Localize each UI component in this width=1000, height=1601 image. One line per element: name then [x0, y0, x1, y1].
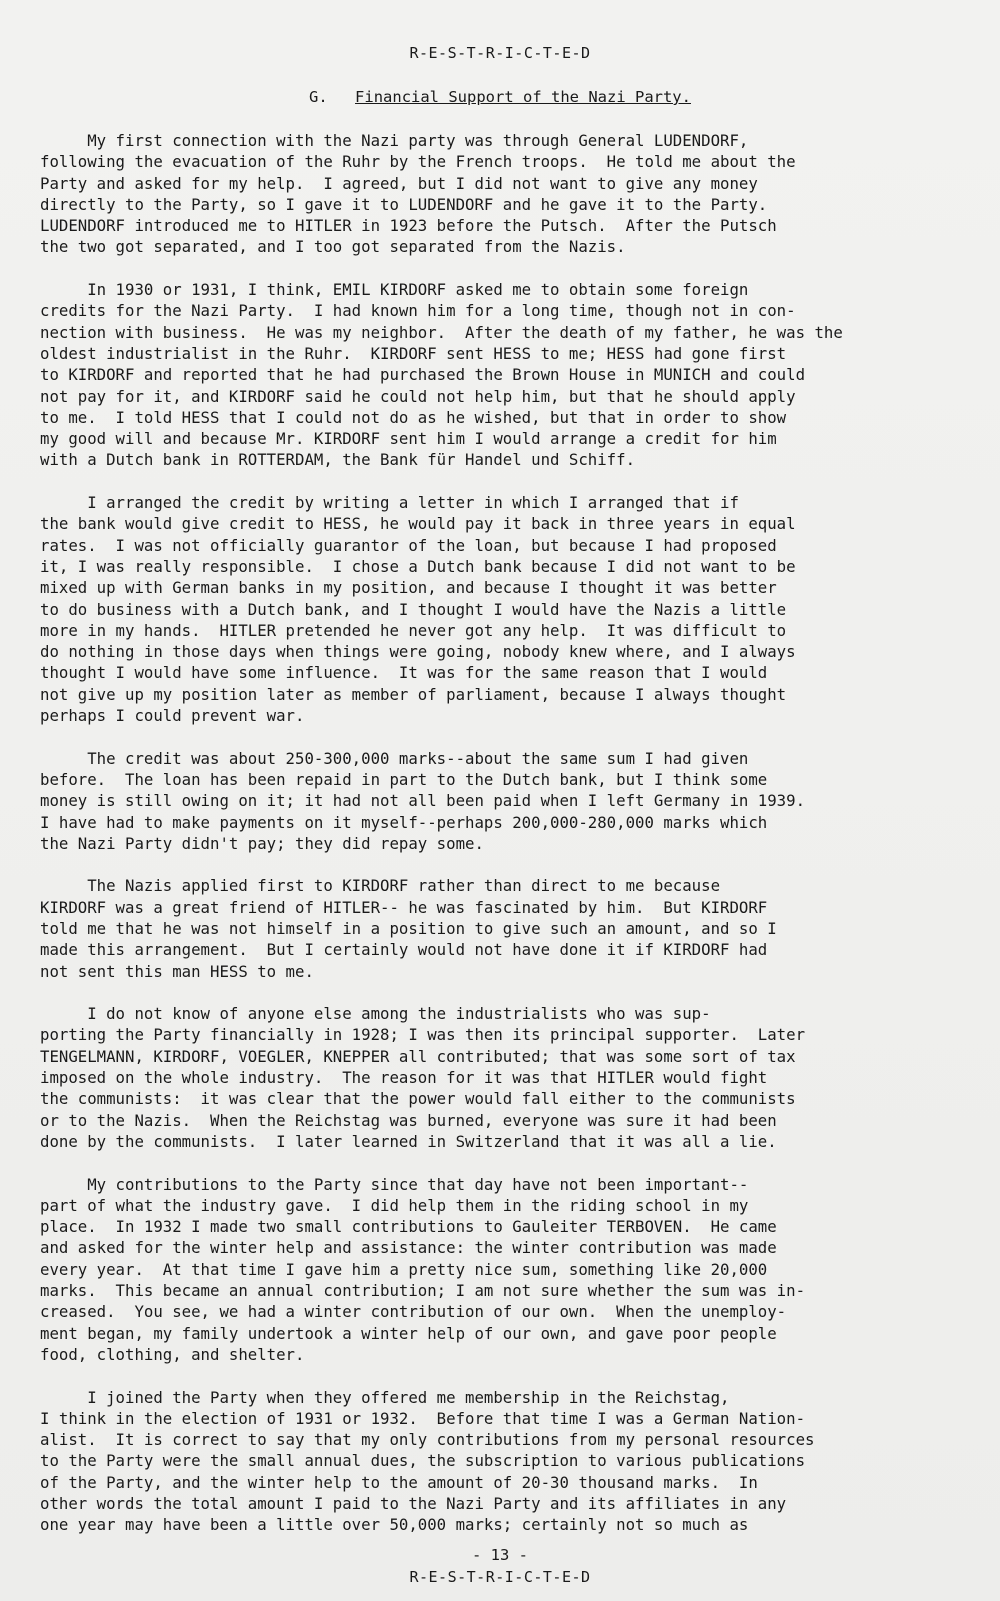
text-line: perhaps I could prevent war. [40, 706, 305, 726]
text-line: the bank would give credit to HESS, he would pay it back in three years in equal [40, 514, 796, 534]
text-line: directly to the Party, so I gave it to LUDENDORF and he gave it to the Party. [40, 194, 768, 214]
paragraph [40, 130, 920, 258]
text-line: part of what the industry gave. I did help them in the riding school in my [40, 1195, 749, 1215]
document-body [40, 130, 920, 1557]
text-line: the two got separated, and I too got separated from the Nazis. [40, 237, 626, 257]
text-line: it, I was really responsible. I chose a Dutch bank because I did not want to be [40, 556, 796, 576]
paragraph [40, 279, 920, 471]
text-line: more in my hands. HITLER pretended he never got any help. It was difficult to [40, 620, 787, 640]
text-line: creased. You see, we had a winter contribution of our own. When the unemploy- [40, 1302, 787, 1322]
text-line: oldest industrialist in the Ruhr. KIRDORF sent HESS to me; HESS had gone first [40, 343, 787, 363]
text-line: mixed up with German banks in my position, and because I thought it was better [40, 578, 777, 598]
text-line: done by the communists. I later learned in Switzerland that it was all a lie. [40, 1131, 777, 1151]
text-line: nection with business. He was my neighbor. After the death of my father, he was the [40, 322, 843, 342]
section-label: G. [309, 88, 328, 106]
text-line: Party and asked for my help. I agreed, but I did not want to give any money [40, 173, 758, 193]
text-line: I think in the election of 1931 or 1932. Before that time I was a German Nation- [40, 1408, 806, 1428]
text-line: In 1930 or 1931, I think, EMIL KIRDORF asked me to obtain some foreign [40, 280, 749, 300]
text-line: imposed on the whole industry. The reason for it was that HITLER would fight [40, 1068, 768, 1088]
text-line: marks. This became an annual contribution; I am not sure whether the sum was in- [40, 1281, 806, 1301]
text-line: one year may have been a little over 50,000 marks; certainly not so much as [40, 1515, 749, 1535]
page-number: - 13 - [472, 1546, 528, 1564]
text-line: I do not know of anyone else among the industrialists who was sup- [40, 1004, 711, 1024]
text-line: LUDENDORF introduced me to HITLER in 1923 before the Putsch. After the Putsch [40, 216, 777, 236]
paragraph [40, 1003, 920, 1152]
text-line: ment began, my family undertook a winter help of our own, and gave poor people [40, 1323, 777, 1343]
text-line: told me that he was not himself in a position to give such an amount, and so I [40, 918, 777, 938]
text-line: to me. I told HESS that I could not do as he wished, but that in order to show [40, 407, 787, 427]
text-line: to KIRDORF and reported that he had purchased the Brown House in MUNICH and could [40, 365, 806, 385]
section-title: Financial Support of the Nazi Party. [355, 88, 691, 106]
text-line: before. The loan has been repaid in part to the Dutch bank, but I think some [40, 769, 768, 789]
text-line: The credit was about 250-300,000 marks--about the same sum I had given [40, 748, 749, 768]
text-line: TENGELMANN, KIRDORF, VOEGLER, KNEPPER all contributed; that was some sort of tax [40, 1046, 796, 1066]
text-line: the communists: it was clear that the power would fall either to the communists [40, 1089, 796, 1109]
text-line: The Nazis applied first to KIRDORF rather than direct to me because [40, 876, 721, 896]
text-line: not sent this man HESS to me. [40, 961, 314, 981]
text-line: I arranged the credit by writing a letter in which I arranged that if [40, 493, 739, 513]
text-line: to the Party were the small annual dues, the subscription to various publications [40, 1451, 806, 1471]
text-line: My contributions to the Party since that day have not been important-- [40, 1174, 749, 1194]
text-line: not give up my position later as member of parliament, because I always thought [40, 684, 787, 704]
text-line: with a Dutch bank in ROTTERDAM, the Bank für Handel und Schiff. [40, 450, 636, 470]
paragraph [40, 1174, 920, 1366]
text-line: food, clothing, and shelter. [40, 1344, 305, 1364]
text-line: KIRDORF was a great friend of HITLER-- he was fascinated by him. But KIRDORF [40, 897, 768, 917]
text-line: following the evacuation of the Ruhr by the French troops. He told me about the [40, 152, 796, 172]
text-line: made this arrangement. But I certainly would not have done it if KIRDORF had [40, 940, 768, 960]
paragraph [40, 1387, 920, 1536]
text-line: credits for the Nazi Party. I had known him for a long time, though not in con- [40, 301, 796, 321]
text-line: I have had to make payments on it myself--perhaps 200,000-280,000 marks which [40, 812, 768, 832]
text-line: money is still owing on it; it had not all been paid when I left Germany in 1939. [40, 791, 806, 811]
restricted-header-mark: R-E-S-T-R-I-C-T-E-D [409, 44, 591, 62]
text-line: rates. I was not officially guarantor of the loan, but because I had proposed [40, 535, 777, 555]
text-line: place. In 1932 I made two small contributions to Gauleiter TERBOVEN. He came [40, 1217, 777, 1237]
text-line: My first connection with the Nazi party was through General LUDENDORF, [40, 131, 749, 150]
paragraph [40, 748, 920, 854]
text-line: and asked for the winter help and assistance: the winter contribution was made [40, 1238, 777, 1258]
text-line: the Nazi Party didn't pay; they did repay some. [40, 833, 484, 853]
text-line: of the Party, and the winter help to the amount of 20-30 thousand marks. In [40, 1472, 758, 1492]
text-line: or to the Nazis. When the Reichstag was burned, everyone was sure it had been [40, 1110, 777, 1130]
text-line: not pay for it, and KIRDORF said he could not help him, but that he should apply [40, 386, 796, 406]
text-line: porting the Party financially in 1928; I was then its principal supporter. Later [40, 1025, 806, 1045]
paragraph [40, 875, 920, 981]
text-line: thought I would have some influence. It was for the same reason that I would [40, 663, 768, 683]
text-line: my good will and because Mr. KIRDORF sent him I would arrange a credit for him [40, 429, 777, 449]
text-line: to do business with a Dutch bank, and I thought I would have the Nazis a little [40, 599, 787, 619]
text-line: every year. At that time I gave him a pretty nice sum, something like 20,000 [40, 1259, 768, 1279]
text-line: other words the total amount I paid to the Nazi Party and its affiliates in any [40, 1494, 787, 1513]
text-line: alist. It is correct to say that my only contributions from my personal resources [40, 1430, 815, 1450]
paragraph [40, 492, 920, 726]
restricted-footer-mark: R-E-S-T-R-I-C-T-E-D [409, 1568, 591, 1586]
text-line: I joined the Party when they offered me membership in the Reichstag, [40, 1387, 730, 1407]
section-heading [0, 88, 1000, 106]
text-line: do nothing in those days when things were going, nobody knew where, and I always [40, 642, 796, 662]
